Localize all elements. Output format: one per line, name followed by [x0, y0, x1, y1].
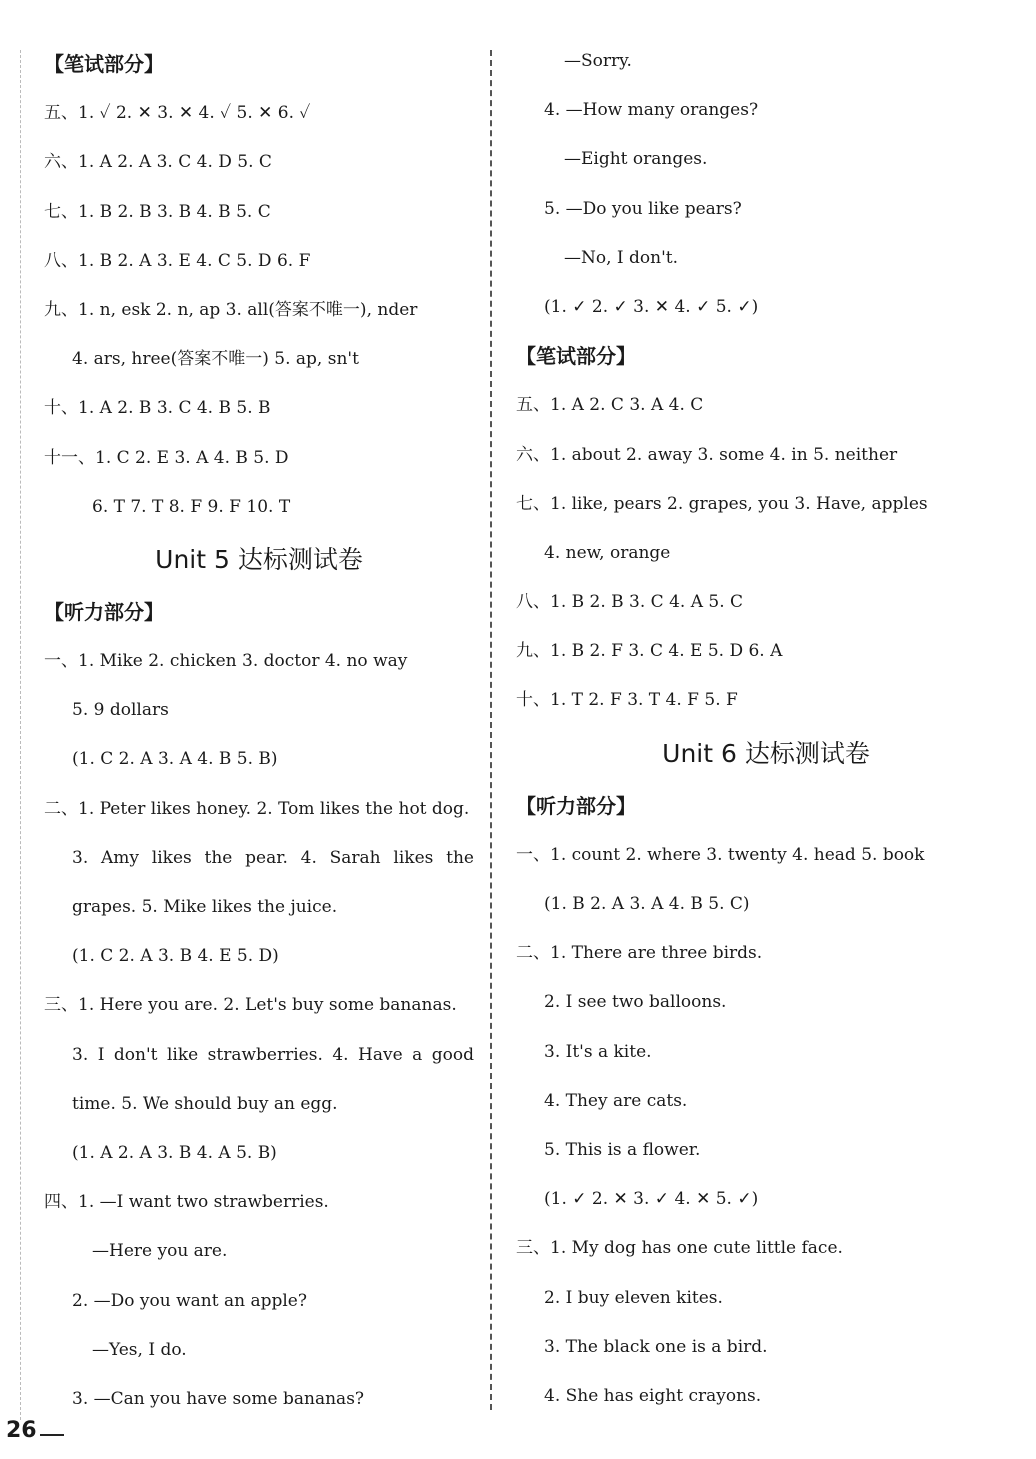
answer-line: 4. They are cats.: [544, 1090, 688, 1111]
answer-line: 六、1. A 2. A 3. C 4. D 5. C: [44, 152, 272, 173]
answer-line: 二、1. There are three birds.: [516, 943, 763, 964]
answer-line: 一、1. count 2. where 3. twenty 4. head 5. book: [516, 844, 925, 865]
answer-line: 3. It's a kite.: [544, 1041, 652, 1062]
section-heading: 【笔试部分】: [44, 52, 164, 76]
unit-title: Unit 6 达标测试卷: [662, 738, 870, 768]
answer-line: 十一、1. C 2. E 3. A 4. B 5. D: [44, 447, 289, 468]
answer-line: —Sorry.: [564, 51, 632, 71]
unit-title: Unit 5 达标测试卷: [155, 544, 363, 574]
answer-line: 2. I buy eleven kites.: [544, 1287, 723, 1308]
answer-line: 一、1. Mike 2. chicken 3. doctor 4. no way: [44, 651, 408, 672]
answer-line: 3. The black one is a bird.: [544, 1336, 768, 1357]
answer-line: —No, I don't.: [564, 247, 679, 268]
answer-line: 六、1. about 2. away 3. some 4. in 5. neither: [516, 444, 898, 465]
answer-line: 十、1. T 2. F 3. T 4. F 5. F: [516, 690, 738, 711]
margin-rule: [20, 50, 21, 1420]
answer-line: 4. —How many oranges?: [544, 100, 759, 121]
answer-line: 6. T 7. T 8. F 9. F 10. T: [92, 496, 291, 517]
column-divider: [490, 50, 492, 1410]
answer-line: 3. Amy likes the pear. 4. Sarah likes the: [72, 847, 474, 868]
answer-line: 3. I don't like strawberries. 4. Have a good: [72, 1044, 474, 1065]
answer-line: 五、1. A 2. C 3. A 4. C: [516, 395, 704, 416]
section-heading: 【笔试部分】: [516, 344, 636, 369]
answer-line: 2. —Do you want an apple?: [72, 1290, 307, 1311]
answer-line: 十、1. A 2. B 3. C 4. B 5. B: [44, 398, 271, 419]
answer-line: 八、1. B 2. B 3. C 4. A 5. C: [516, 592, 744, 613]
right-column: [516, 37, 1016, 1421]
page-number-dash: [40, 1434, 64, 1436]
answer-line: 九、1. B 2. F 3. C 4. E 5. D 6. A: [516, 641, 783, 662]
answer-line: grapes. 5. Mike likes the juice.: [72, 897, 338, 917]
answer-line: —Yes, I do.: [92, 1339, 187, 1360]
answer-line: 七、1. like, pears 2. grapes, you 3. Have, apples: [516, 493, 928, 514]
answer-line: 2. I see two balloons.: [544, 992, 727, 1013]
answer-line: 5. This is a flower.: [544, 1139, 701, 1160]
section-heading: 【听力部分】: [44, 599, 164, 624]
answer-line: 5. 9 dollars: [72, 700, 169, 721]
section-heading: 【听力部分】: [516, 793, 636, 818]
answer-line: 八、1. B 2. A 3. E 4. C 5. D 6. F: [44, 250, 311, 271]
answer-line: 4. She has eight crayons.: [544, 1385, 762, 1406]
answer-line: 三、1. My dog has one cute little face.: [516, 1238, 843, 1259]
answer-line: 五、1. ✓ 2. ✕ 3. ✕ 4. ✓ 5. ✕ 6. ✓: [44, 103, 311, 124]
answer-line: 4. new, orange: [544, 542, 671, 563]
answer-line: 四、1. —I want two strawberries.: [44, 1192, 329, 1213]
answer-line: —Eight oranges.: [564, 149, 708, 170]
answer-line: (1. ✓ 2. ✕ 3. ✓ 4. ✕ 5. ✓): [544, 1189, 759, 1210]
page-number: 26: [6, 1418, 37, 1443]
answer-line: (1. C 2. A 3. A 4. B 5. B): [72, 749, 278, 770]
answer-line: (1. A 2. A 3. B 4. A 5. B): [72, 1142, 277, 1163]
answer-line: (1. B 2. A 3. A 4. B 5. C): [544, 894, 750, 914]
answer-line: 4. ars, hree(答案不唯一) 5. ap, sn't: [72, 349, 359, 370]
answer-line: 九、1. n, esk 2. n, ap 3. all(答案不唯一), nder: [44, 299, 418, 320]
answer-line: 二、1. Peter likes honey. 2. Tom likes the hot dog.: [44, 798, 470, 819]
answer-line: 三、1. Here you are. 2. Let's buy some bananas.: [44, 995, 457, 1016]
answer-line: (1. C 2. A 3. B 4. E 5. D): [72, 946, 279, 967]
answer-line: 七、1. B 2. B 3. B 4. B 5. C: [44, 201, 271, 222]
answer-line: time. 5. We should buy an egg.: [72, 1093, 338, 1114]
answer-line: 5. —Do you like pears?: [544, 198, 742, 219]
answer-line: 3. —Can you have some bananas?: [72, 1388, 365, 1409]
left-column: [44, 40, 474, 1424]
answer-line: —Here you are.: [92, 1241, 228, 1262]
answer-line: (1. ✓ 2. ✓ 3. ✕ 4. ✓ 5. ✓): [544, 296, 759, 317]
